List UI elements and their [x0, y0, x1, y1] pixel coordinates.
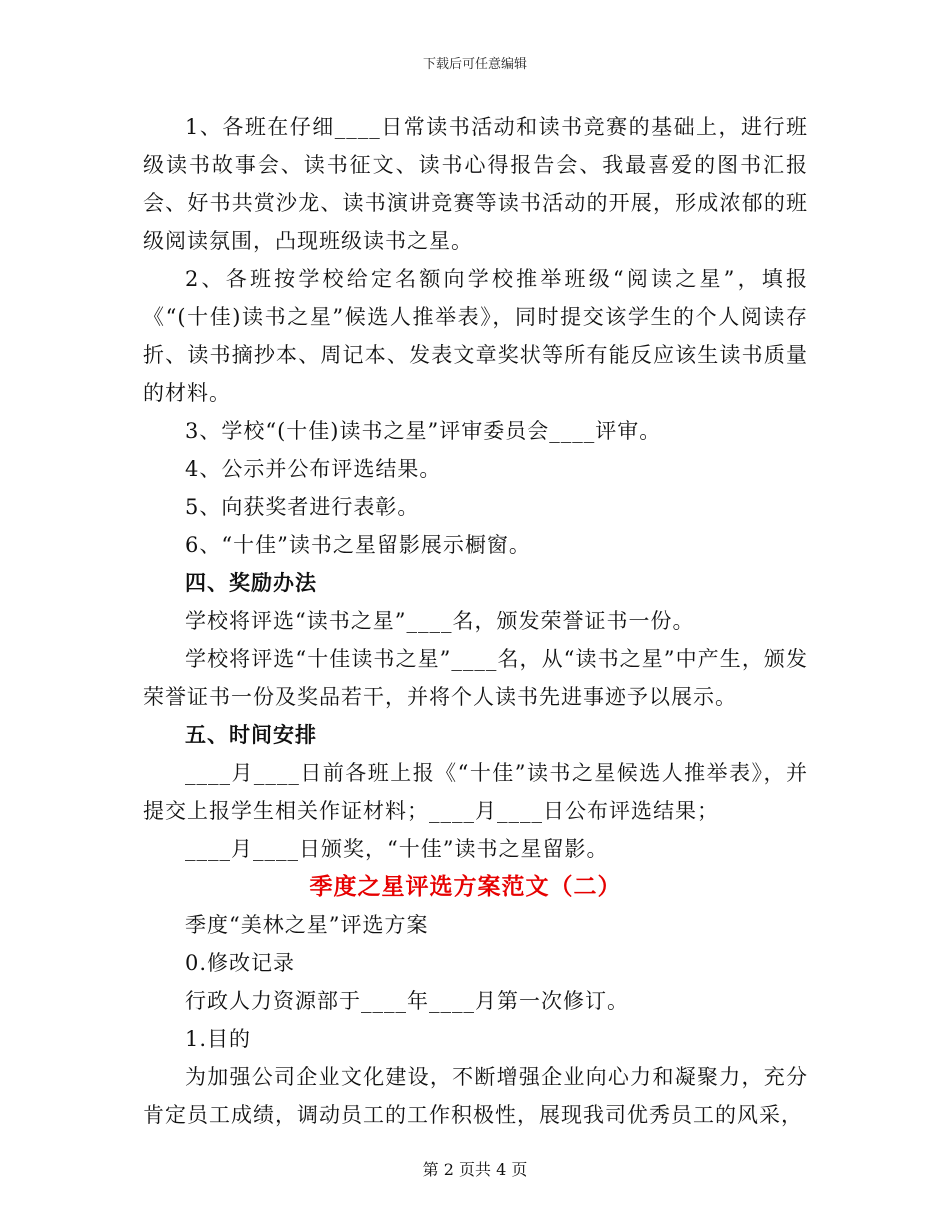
- section-heading-rewards: 四、奖励办法: [185, 570, 317, 595]
- paragraph-rewards-2: 学校将评选“十佳读书之星”____名，从“读书之星”中产生，颁发荣誉证书一份及奖品若干，并将个人读书先进事迹予以展示。: [143, 647, 808, 709]
- paragraph-rewards-1: 学校将评选“读书之星”____名，颁发荣誉证书一份。: [185, 609, 695, 633]
- paragraph-item-1: 1、各班在仔细____日常读书活动和读书竞赛的基础上，进行班级读书故事会、读书征文、读书心得报告会、我最喜爱的图书汇报会、好书共赏沙龙、读书演讲竞赛等读书活动的开展，形成浓郁的班级阅读氛围，凸现班级读书之星。: [143, 115, 808, 253]
- page-footer: 第 2 页共 4 页: [422, 1160, 528, 1179]
- paragraph-schedule-1: ____月____日前各班上报《“十佳”读书之星候选人推举表》，并提交上报学生相关作证材料；____月____日公布评选结果；: [143, 761, 808, 823]
- paragraph-schedule-2: ____月____日颁奖，“十佳”读书之星留影。: [185, 837, 609, 861]
- paragraph-item-4: 4、公示并公布评选结果。: [185, 457, 442, 481]
- paragraph-item-6: 6、“十佳”读书之星留影展示橱窗。: [185, 533, 531, 557]
- section-heading-schedule: 五、时间安排: [185, 722, 317, 747]
- paragraph-purpose-text: 为加强公司企业文化建设，不断增强企业向心力和凝聚力，充分肯定员工成绩，调动员工的工作积极性，展现我司优秀员工的风采，: [143, 1065, 808, 1127]
- paragraph-item-2: 2、各班按学校给定名额向学校推举班级“阅读之星”，填报《“(十佳)读书之星”候选人推举表》，同时提交该学生的个人阅读存折、读书摘抄本、周记本、发表文章奖状等所有能反应该生读书质量的材料。: [143, 267, 808, 405]
- document-section-title: 季度之星评选方案范文（二）: [309, 873, 622, 900]
- page-header: 下载后可任意编辑: [422, 57, 527, 72]
- paragraph-plan-name: 季度“美林之星”评选方案: [185, 913, 429, 937]
- paragraph-item-3: 3、学校“(十佳)读书之星”评审委员会____评审。: [185, 419, 662, 443]
- paragraph-revision-heading: 0.修改记录: [185, 951, 296, 975]
- document-body: [143, 108, 808, 1134]
- paragraph-purpose-heading: 1.目的: [185, 1027, 252, 1051]
- paragraph-item-5: 5、向获奖者进行表彰。: [185, 495, 420, 519]
- paragraph-revision-record: 行政人力资源部于____年____月第一次修订。: [185, 989, 629, 1013]
